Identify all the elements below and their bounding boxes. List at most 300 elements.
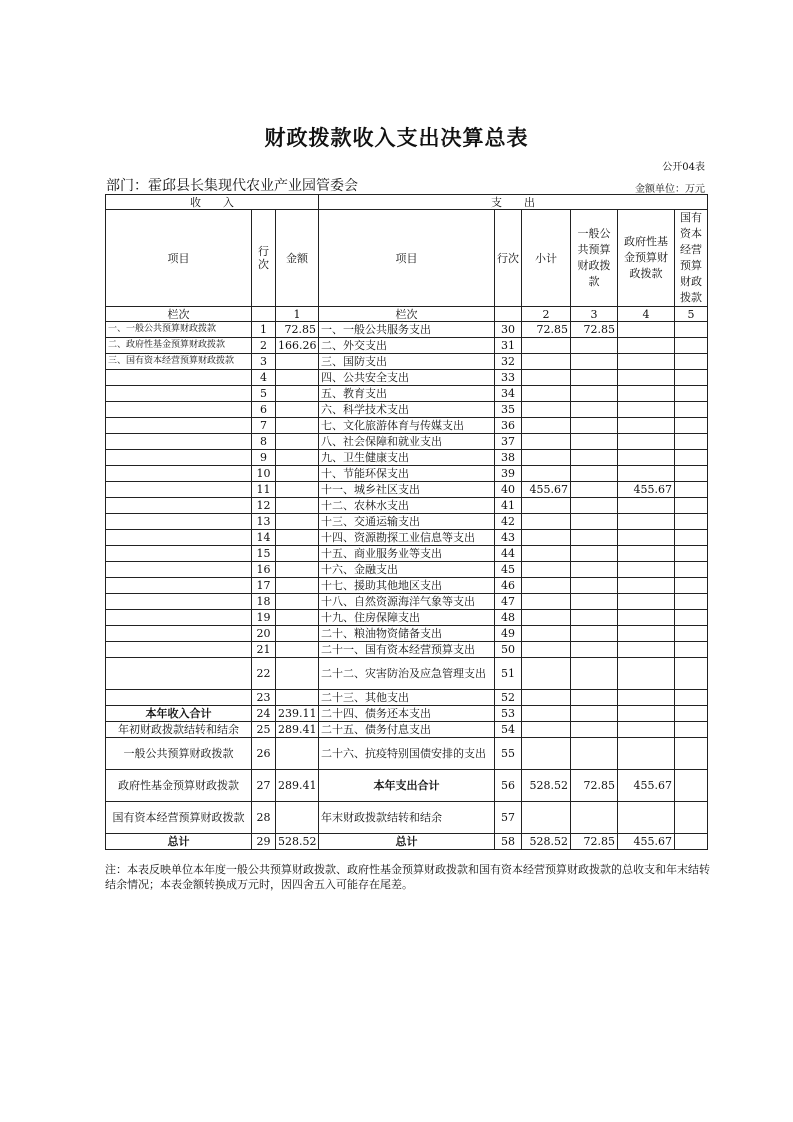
income-amount — [276, 418, 319, 434]
subtotal-amount — [522, 658, 571, 690]
fund-amount — [618, 802, 675, 834]
income-item: 政府性基金预算财政拨款 — [106, 770, 252, 802]
income-amount: 289.41 — [276, 770, 319, 802]
budget-table — [105, 194, 708, 850]
income-item — [106, 562, 252, 578]
subtotal-amount — [522, 738, 571, 770]
table-row — [106, 626, 708, 642]
subtotal-amount: 528.52 — [522, 770, 571, 802]
income-amount — [276, 466, 319, 482]
income-line: 8 — [252, 434, 276, 450]
income-amount — [276, 738, 319, 770]
table-row — [106, 466, 708, 482]
soe-amount — [675, 434, 708, 450]
income-line: 12 — [252, 498, 276, 514]
expense-item: 三、国防支出 — [319, 354, 495, 370]
expense-item: 七、文化旅游体育与传媒支出 — [319, 418, 495, 434]
expense-line: 34 — [495, 386, 522, 402]
soe-amount — [675, 322, 708, 338]
table-row — [106, 594, 708, 610]
fund-amount — [618, 722, 675, 738]
general-amount — [571, 482, 618, 498]
income-item — [106, 530, 252, 546]
income-line: 20 — [252, 626, 276, 642]
expense-item: 一、一般公共服务支出 — [319, 322, 495, 338]
expense-header: 支 出 — [319, 195, 708, 210]
soe-amount — [675, 610, 708, 626]
soe-amount — [675, 802, 708, 834]
expense-line-header: 行次 — [495, 210, 522, 307]
soe-amount — [675, 834, 708, 850]
income-line: 23 — [252, 690, 276, 706]
income-amount — [276, 386, 319, 402]
income-item — [106, 578, 252, 594]
general-amount — [571, 434, 618, 450]
income-item — [106, 514, 252, 530]
fund-budget-header: 政府性基金预算财政拨款 — [618, 210, 675, 307]
income-amount — [276, 530, 319, 546]
expense-item: 十九、住房保障支出 — [319, 610, 495, 626]
general-amount — [571, 738, 618, 770]
general-amount — [571, 354, 618, 370]
fund-amount — [618, 642, 675, 658]
general-amount — [571, 514, 618, 530]
column-number: 3 — [571, 307, 618, 322]
income-line: 25 — [252, 722, 276, 738]
general-amount — [571, 802, 618, 834]
soe-amount — [675, 370, 708, 386]
fund-amount — [618, 338, 675, 354]
form-number: 公开04表 — [662, 162, 705, 173]
subtotal-amount — [522, 386, 571, 402]
general-amount — [571, 402, 618, 418]
table-row — [106, 450, 708, 466]
subtotal-amount — [522, 610, 571, 626]
income-amount: 289.41 — [276, 722, 319, 738]
fund-amount — [618, 514, 675, 530]
column-label: 栏次 — [106, 307, 252, 322]
soe-amount — [675, 562, 708, 578]
income-amount — [276, 354, 319, 370]
income-item: 国有资本经营预算财政拨款 — [106, 802, 252, 834]
department-label: 部门：霍邱县长集现代农业产业园管委会 — [106, 178, 358, 194]
income-item — [106, 642, 252, 658]
income-item: 二、政府性基金预算财政拨款 — [106, 338, 252, 354]
general-amount — [571, 386, 618, 402]
soe-amount — [675, 658, 708, 690]
expense-item: 十六、金融支出 — [319, 562, 495, 578]
subtotal-header: 小计 — [522, 210, 571, 307]
empty-cell — [252, 307, 276, 322]
expense-line: 45 — [495, 562, 522, 578]
income-item — [106, 658, 252, 690]
general-amount — [571, 594, 618, 610]
table-row — [106, 722, 708, 738]
fund-amount — [618, 530, 675, 546]
expense-line: 55 — [495, 738, 522, 770]
income-line: 16 — [252, 562, 276, 578]
expense-line: 44 — [495, 546, 522, 562]
subtotal-amount — [522, 402, 571, 418]
expense-item: 六、科学技术支出 — [319, 402, 495, 418]
expense-line: 43 — [495, 530, 522, 546]
fund-amount — [618, 738, 675, 770]
soe-amount — [675, 466, 708, 482]
income-amount: 239.11 — [276, 706, 319, 722]
income-item: 总计 — [106, 834, 252, 850]
income-line: 9 — [252, 450, 276, 466]
amount-header: 金额 — [276, 210, 319, 307]
income-item — [106, 610, 252, 626]
soe-amount — [675, 498, 708, 514]
soe-amount — [675, 594, 708, 610]
subtotal-amount — [522, 626, 571, 642]
expense-item: 五、教育支出 — [319, 386, 495, 402]
fund-amount — [618, 610, 675, 626]
general-amount — [571, 466, 618, 482]
income-line: 6 — [252, 402, 276, 418]
general-amount — [571, 530, 618, 546]
soe-amount — [675, 546, 708, 562]
general-amount: 72.85 — [571, 322, 618, 338]
column-label: 栏次 — [319, 307, 495, 322]
fund-amount — [618, 354, 675, 370]
general-amount — [571, 418, 618, 434]
column-number: 2 — [522, 307, 571, 322]
table-row — [106, 402, 708, 418]
income-amount — [276, 578, 319, 594]
column-number: 4 — [618, 307, 675, 322]
table-row — [106, 354, 708, 370]
expense-line: 32 — [495, 354, 522, 370]
general-amount: 72.85 — [571, 834, 618, 850]
income-item — [106, 450, 252, 466]
income-amount: 528.52 — [276, 834, 319, 850]
expense-line: 58 — [495, 834, 522, 850]
expense-line: 46 — [495, 578, 522, 594]
soe-budget-header: 国有资本经营预算财政拨款 — [675, 210, 708, 307]
soe-amount — [675, 626, 708, 642]
unit-label: 金额单位：万元 — [635, 184, 705, 195]
income-line: 5 — [252, 386, 276, 402]
soe-amount — [675, 706, 708, 722]
fund-amount — [618, 434, 675, 450]
expense-item: 年末财政拨款结转和结余 — [319, 802, 495, 834]
income-amount — [276, 546, 319, 562]
table-row — [106, 578, 708, 594]
income-item — [106, 418, 252, 434]
expense-line: 31 — [495, 338, 522, 354]
income-amount — [276, 434, 319, 450]
income-amount — [276, 626, 319, 642]
expense-line: 48 — [495, 610, 522, 626]
subtotal-amount — [522, 434, 571, 450]
income-line: 21 — [252, 642, 276, 658]
fund-amount — [618, 450, 675, 466]
income-line: 27 — [252, 770, 276, 802]
income-item — [106, 594, 252, 610]
income-amount: 72.85 — [276, 322, 319, 338]
subtotal-amount — [522, 802, 571, 834]
expense-item: 十七、援助其他地区支出 — [319, 578, 495, 594]
income-line: 2 — [252, 338, 276, 354]
soe-amount — [675, 338, 708, 354]
general-amount — [571, 610, 618, 626]
empty-cell — [495, 307, 522, 322]
income-amount — [276, 498, 319, 514]
fund-amount — [618, 402, 675, 418]
income-line: 15 — [252, 546, 276, 562]
expense-item: 四、公共安全支出 — [319, 370, 495, 386]
income-item — [106, 690, 252, 706]
soe-amount — [675, 514, 708, 530]
income-amount — [276, 610, 319, 626]
income-amount — [276, 690, 319, 706]
expense-item: 十五、商业服务业等支出 — [319, 546, 495, 562]
expense-item: 二、外交支出 — [319, 338, 495, 354]
expense-item: 二十、粮油物资储备支出 — [319, 626, 495, 642]
fund-amount — [618, 594, 675, 610]
income-amount — [276, 450, 319, 466]
subtotal-amount — [522, 354, 571, 370]
income-item: 本年收入合计 — [106, 706, 252, 722]
income-line: 11 — [252, 482, 276, 498]
soe-amount — [675, 738, 708, 770]
expense-item-header: 项目 — [319, 210, 495, 307]
expense-line: 37 — [495, 434, 522, 450]
column-number: 5 — [675, 307, 708, 322]
soe-amount — [675, 722, 708, 738]
general-amount: 72.85 — [571, 770, 618, 802]
soe-amount — [675, 450, 708, 466]
general-amount — [571, 338, 618, 354]
expense-item: 二十六、抗疫特别国债安排的支出 — [319, 738, 495, 770]
table-row — [106, 610, 708, 626]
general-amount — [571, 498, 618, 514]
expense-item: 八、社会保障和就业支出 — [319, 434, 495, 450]
subtotal-amount — [522, 722, 571, 738]
income-item — [106, 466, 252, 482]
table-row — [106, 386, 708, 402]
fund-amount — [618, 546, 675, 562]
page-title: 财政拨款收入支出决算总表 — [264, 125, 529, 150]
income-item: 年初财政拨款结转和结余 — [106, 722, 252, 738]
expense-line: 52 — [495, 690, 522, 706]
income-item — [106, 370, 252, 386]
table-row — [106, 770, 708, 802]
income-amount — [276, 402, 319, 418]
general-amount — [571, 706, 618, 722]
table-row — [106, 434, 708, 450]
expense-item: 十八、自然资源海洋气象等支出 — [319, 594, 495, 610]
subtotal-amount — [522, 546, 571, 562]
table-row — [106, 738, 708, 770]
subtotal-amount — [522, 642, 571, 658]
soe-amount — [675, 402, 708, 418]
fund-amount: 455.67 — [618, 834, 675, 850]
income-line: 13 — [252, 514, 276, 530]
income-line: 22 — [252, 658, 276, 690]
general-amount — [571, 578, 618, 594]
table-row — [106, 690, 708, 706]
table-row — [106, 530, 708, 546]
subtotal-amount — [522, 706, 571, 722]
expense-line: 50 — [495, 642, 522, 658]
soe-amount — [675, 530, 708, 546]
expense-line: 42 — [495, 514, 522, 530]
income-amount — [276, 658, 319, 690]
expense-item: 二十一、国有资本经营预算支出 — [319, 642, 495, 658]
expense-item: 二十三、其他支出 — [319, 690, 495, 706]
expense-item: 十二、农林水支出 — [319, 498, 495, 514]
table-row — [106, 834, 708, 850]
expense-item: 十一、城乡社区支出 — [319, 482, 495, 498]
general-amount — [571, 450, 618, 466]
table-row — [106, 658, 708, 690]
fund-amount — [618, 418, 675, 434]
general-amount — [571, 722, 618, 738]
fund-amount — [618, 658, 675, 690]
subtotal-amount — [522, 370, 571, 386]
subtotal-amount — [522, 338, 571, 354]
subtotal-amount — [522, 450, 571, 466]
expense-item: 十、节能环保支出 — [319, 466, 495, 482]
general-amount — [571, 626, 618, 642]
fund-amount — [618, 690, 675, 706]
income-line: 24 — [252, 706, 276, 722]
subtotal-amount — [522, 578, 571, 594]
income-item — [106, 386, 252, 402]
table-row — [106, 642, 708, 658]
soe-amount — [675, 354, 708, 370]
expense-line: 57 — [495, 802, 522, 834]
fund-amount — [618, 498, 675, 514]
expense-item: 二十四、债务还本支出 — [319, 706, 495, 722]
income-item: 三、国有资本经营预算财政拨款 — [106, 354, 252, 370]
expense-item: 十四、资源勘探工业信息等支出 — [319, 530, 495, 546]
expense-item: 二十五、债务付息支出 — [319, 722, 495, 738]
table-row — [106, 418, 708, 434]
subtotal-amount — [522, 690, 571, 706]
table-row — [106, 802, 708, 834]
subtotal-amount — [522, 466, 571, 482]
fund-amount: 455.67 — [618, 482, 675, 498]
income-amount — [276, 370, 319, 386]
income-line: 17 — [252, 578, 276, 594]
income-line: 19 — [252, 610, 276, 626]
general-amount — [571, 690, 618, 706]
income-amount — [276, 562, 319, 578]
fund-amount: 455.67 — [618, 770, 675, 802]
subtotal-amount — [522, 530, 571, 546]
subtotal-amount — [522, 418, 571, 434]
income-amount — [276, 642, 319, 658]
income-line-header: 行次 — [252, 210, 276, 307]
income-line: 7 — [252, 418, 276, 434]
income-amount — [276, 594, 319, 610]
income-line: 14 — [252, 530, 276, 546]
expense-item: 总计 — [319, 834, 495, 850]
expense-line: 41 — [495, 498, 522, 514]
expense-item: 十三、交通运输支出 — [319, 514, 495, 530]
income-amount — [276, 482, 319, 498]
subtotal-amount: 528.52 — [522, 834, 571, 850]
general-amount — [571, 562, 618, 578]
income-item-header: 项目 — [106, 210, 252, 307]
income-line: 3 — [252, 354, 276, 370]
table-row — [106, 546, 708, 562]
expense-line: 51 — [495, 658, 522, 690]
subtotal-amount — [522, 562, 571, 578]
subtotal-amount — [522, 594, 571, 610]
income-item — [106, 498, 252, 514]
expense-line: 36 — [495, 418, 522, 434]
expense-line: 35 — [495, 402, 522, 418]
fund-amount — [618, 386, 675, 402]
general-amount — [571, 546, 618, 562]
fund-amount — [618, 578, 675, 594]
income-line: 10 — [252, 466, 276, 482]
income-item: 一般公共预算财政拨款 — [106, 738, 252, 770]
general-amount — [571, 370, 618, 386]
table-row — [106, 706, 708, 722]
expense-line: 33 — [495, 370, 522, 386]
general-budget-header: 一般公共预算财政拨款 — [571, 210, 618, 307]
expense-line: 47 — [495, 594, 522, 610]
fund-amount — [618, 322, 675, 338]
income-item — [106, 434, 252, 450]
soe-amount — [675, 418, 708, 434]
expense-line: 39 — [495, 466, 522, 482]
expense-line: 40 — [495, 482, 522, 498]
expense-line: 30 — [495, 322, 522, 338]
income-amount — [276, 514, 319, 530]
fund-amount — [618, 370, 675, 386]
subtotal-amount: 72.85 — [522, 322, 571, 338]
income-line: 29 — [252, 834, 276, 850]
income-item — [106, 482, 252, 498]
fund-amount — [618, 466, 675, 482]
expense-line: 38 — [495, 450, 522, 466]
subtotal-amount — [522, 514, 571, 530]
footnote: 注：本表反映单位本年度一般公共预算财政拨款、政府性基金预算财政拨款和国有资本经营预算财政拨款的总收支和年末结转结余情况；本表金额转换成万元时，因四舍五入可能存在尾差。 — [105, 863, 710, 891]
expense-line: 56 — [495, 770, 522, 802]
soe-amount — [675, 770, 708, 802]
expense-line: 54 — [495, 722, 522, 738]
fund-amount — [618, 626, 675, 642]
soe-amount — [675, 482, 708, 498]
table-row — [106, 514, 708, 530]
income-amount — [276, 802, 319, 834]
table-row — [106, 322, 708, 338]
income-item — [106, 626, 252, 642]
table-row — [106, 562, 708, 578]
expense-item: 九、卫生健康支出 — [319, 450, 495, 466]
soe-amount — [675, 578, 708, 594]
fund-amount — [618, 706, 675, 722]
income-item: 一、一般公共预算财政拨款 — [106, 322, 252, 338]
expense-line: 53 — [495, 706, 522, 722]
subtotal-amount — [522, 498, 571, 514]
income-line: 26 — [252, 738, 276, 770]
income-header: 收 入 — [106, 195, 319, 210]
table-row — [106, 370, 708, 386]
expense-item: 二十二、灾害防治及应急管理支出 — [319, 658, 495, 690]
income-line: 28 — [252, 802, 276, 834]
income-item — [106, 546, 252, 562]
expense-item: 本年支出合计 — [319, 770, 495, 802]
general-amount — [571, 642, 618, 658]
